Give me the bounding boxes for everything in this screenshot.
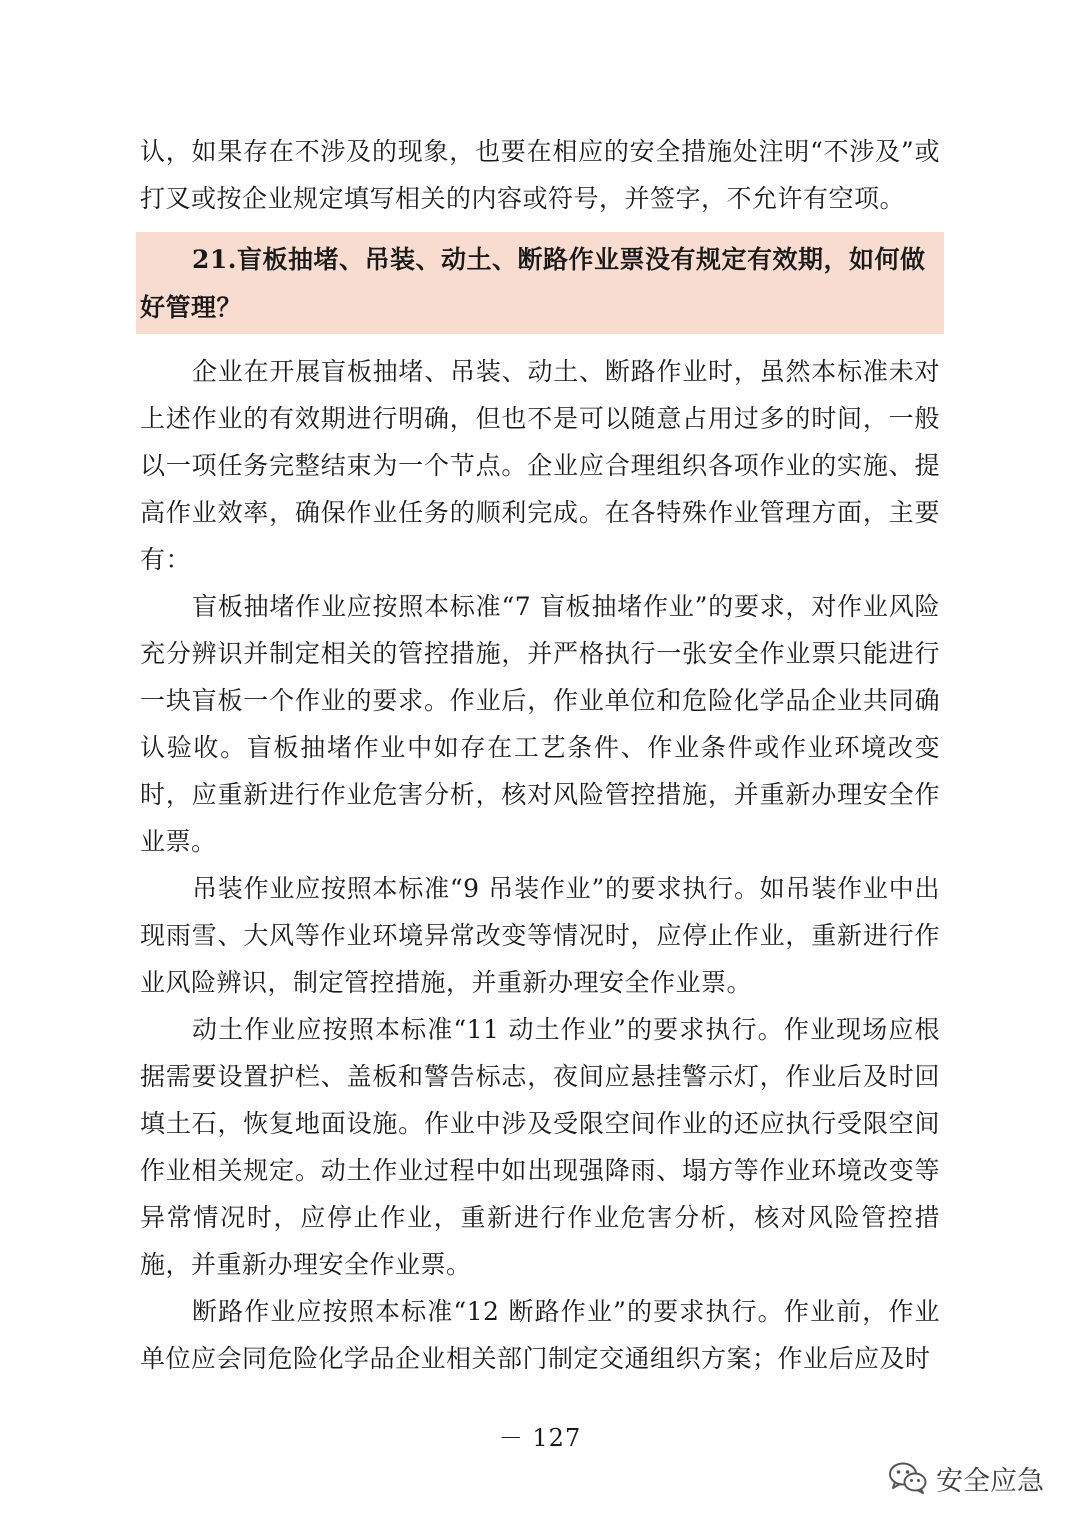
question-heading: 21.盲板抽堵、吊装、动土、断路作业票没有规定有效期，如何做好管理？	[140, 245, 926, 322]
page-content	[140, 128, 940, 1382]
wechat-icon	[888, 1461, 928, 1495]
question-heading-box	[136, 232, 944, 334]
continuation-paragraph: 认，如果存在不涉及的现象，也要在相应的安全措施处注明“不涉及”或打叉或按企业规定填写相关的内容或符号，并签字，不允许有空项。	[140, 137, 940, 213]
watermark-label: 安全应急	[936, 1465, 1044, 1497]
page-number: － 127	[498, 1424, 582, 1452]
body-paragraph-intro: 企业在开展盲板抽堵、吊装、动土、断路作业时，虽然本标准未对上述作业的有效期进行明确，但也不是可以随意占用过多的时间，一般以一项任务完整结束为一个节点。企业应合理组织各项作业的实施、提高作业效率，确保作业任务的顺利完成。在各特殊作业管理方面，主要有：	[140, 357, 940, 574]
body-paragraph-excavation: 动土作业应按照本标准“11 动土作业”的要求执行。作业现场应根据需要设置护栏、盖板和警告标志，夜间应悬挂警示灯，作业后及时回填土石，恢复地面设施。作业中涉及受限空间作业的还应执行受限空间作业相关规定。动土作业过程中如出现强降雨、塌方等作业环境改变等异常情况时，应停止作业，重新进行作业危害分析，核对风险管控措施，并重新办理安全作业票。	[140, 1015, 940, 1279]
source-watermark	[888, 1458, 1044, 1498]
body-paragraph-road-closure: 断路作业应按照本标准“12 断路作业”的要求执行。作业前，作业单位应会同危险化学品企业相关部门制定交通组织方案；作业后应及时	[140, 1297, 940, 1373]
body-paragraph-blind-plate: 盲板抽堵作业应按照本标准“7 盲板抽堵作业”的要求，对作业风险充分辨识并制定相关的管控措施，并严格执行一张安全作业票只能进行一块盲板一个作业的要求。作业后，作业单位和危险化学品企业共同确认验收。盲板抽堵作业中如存在工艺条件、作业条件或作业环境改变时，应重新进行作业危害分析，核对风险管控措施，并重新办理安全作业票。	[140, 592, 940, 856]
body-paragraph-lifting: 吊装作业应按照本标准“9 吊装作业”的要求执行。如吊装作业中出现雨雪、大风等作业环境异常改变等情况时，应停止作业，重新进行作业风险辨识，制定管控措施，并重新办理安全作业票。	[140, 874, 940, 997]
